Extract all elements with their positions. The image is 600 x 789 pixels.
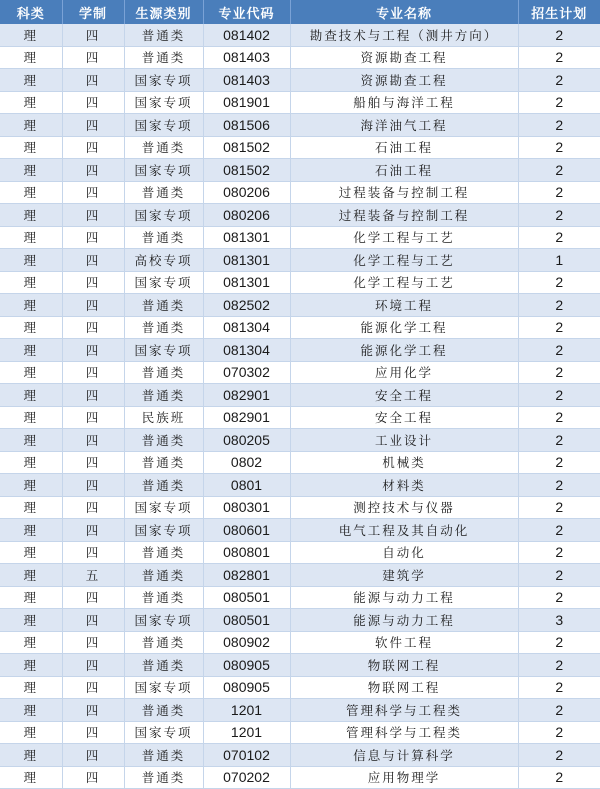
- cell-duration: 四: [62, 339, 124, 362]
- cell-major-name: 管理科学与工程类: [290, 721, 518, 744]
- cell-enrollment-plan: 3: [518, 609, 600, 632]
- cell-student-source: 高校专项: [124, 249, 203, 272]
- cell-student-source: 民族班: [124, 406, 203, 429]
- cell-student-source: 普通类: [124, 181, 203, 204]
- cell-major-code: 081301: [203, 271, 290, 294]
- cell-student-source: 国家专项: [124, 721, 203, 744]
- cell-duration: 四: [62, 24, 124, 46]
- cell-subject-category: 理: [0, 586, 62, 609]
- cell-enrollment-plan: 2: [518, 406, 600, 429]
- table-row: [0, 249, 600, 272]
- cell-student-source: 国家专项: [124, 676, 203, 699]
- cell-student-source: 普通类: [124, 294, 203, 317]
- cell-duration: 四: [62, 249, 124, 272]
- cell-major-code: 080206: [203, 204, 290, 227]
- table-row: [0, 519, 600, 542]
- cell-duration: 四: [62, 541, 124, 564]
- cell-subject-category: 理: [0, 249, 62, 272]
- cell-major-name: 物联网工程: [290, 676, 518, 699]
- cell-major-code: 081502: [203, 136, 290, 159]
- cell-major-name: 过程装备与控制工程: [290, 181, 518, 204]
- cell-duration: 四: [62, 676, 124, 699]
- table-row: [0, 699, 600, 722]
- cell-major-code: 080801: [203, 541, 290, 564]
- cell-major-code: 081402: [203, 24, 290, 46]
- cell-enrollment-plan: 2: [518, 114, 600, 137]
- cell-major-code: 082901: [203, 406, 290, 429]
- cell-subject-category: 理: [0, 181, 62, 204]
- cell-duration: 四: [62, 316, 124, 339]
- cell-subject-category: 理: [0, 294, 62, 317]
- cell-enrollment-plan: 2: [518, 294, 600, 317]
- cell-major-name: 软件工程: [290, 631, 518, 654]
- cell-major-code: 070102: [203, 744, 290, 767]
- cell-major-name: 能源化学工程: [290, 339, 518, 362]
- table-row: [0, 676, 600, 699]
- cell-subject-category: 理: [0, 226, 62, 249]
- cell-student-source: 普通类: [124, 429, 203, 452]
- cell-duration: 四: [62, 271, 124, 294]
- cell-enrollment-plan: 2: [518, 316, 600, 339]
- cell-student-source: 普通类: [124, 384, 203, 407]
- cell-student-source: 普通类: [124, 136, 203, 159]
- cell-student-source: 普通类: [124, 541, 203, 564]
- cell-duration: 四: [62, 294, 124, 317]
- cell-subject-category: 理: [0, 654, 62, 677]
- cell-student-source: 普通类: [124, 766, 203, 789]
- cell-major-name: 信息与计算科学: [290, 744, 518, 767]
- cell-subject-category: 理: [0, 474, 62, 497]
- cell-enrollment-plan: 2: [518, 654, 600, 677]
- cell-major-name: 环境工程: [290, 294, 518, 317]
- cell-major-name: 能源与动力工程: [290, 609, 518, 632]
- cell-major-name: 石油工程: [290, 159, 518, 182]
- cell-duration: 四: [62, 631, 124, 654]
- table-row: [0, 271, 600, 294]
- cell-duration: 四: [62, 361, 124, 384]
- cell-major-code: 082901: [203, 384, 290, 407]
- cell-student-source: 普通类: [124, 361, 203, 384]
- cell-duration: 四: [62, 406, 124, 429]
- table-body: [0, 24, 600, 789]
- cell-major-code: 082502: [203, 294, 290, 317]
- table-row: [0, 204, 600, 227]
- cell-subject-category: 理: [0, 69, 62, 92]
- cell-subject-category: 理: [0, 609, 62, 632]
- table-row: [0, 91, 600, 114]
- table-row: [0, 46, 600, 69]
- cell-duration: 四: [62, 586, 124, 609]
- cell-subject-category: 理: [0, 316, 62, 339]
- cell-major-code: 080205: [203, 429, 290, 452]
- cell-major-name: 机械类: [290, 451, 518, 474]
- cell-major-code: 080601: [203, 519, 290, 542]
- cell-major-name: 工业设计: [290, 429, 518, 452]
- table-row: [0, 451, 600, 474]
- table-row: [0, 406, 600, 429]
- cell-subject-category: 理: [0, 564, 62, 587]
- cell-major-name: 自动化: [290, 541, 518, 564]
- cell-enrollment-plan: 2: [518, 181, 600, 204]
- cell-student-source: 国家专项: [124, 609, 203, 632]
- cell-student-source: 普通类: [124, 474, 203, 497]
- cell-subject-category: 理: [0, 361, 62, 384]
- cell-major-code: 080905: [203, 654, 290, 677]
- table-row: [0, 564, 600, 587]
- header-row: [0, 0, 600, 24]
- cell-subject-category: 理: [0, 406, 62, 429]
- cell-student-source: 普通类: [124, 24, 203, 46]
- table-row: [0, 609, 600, 632]
- cell-major-code: 081403: [203, 69, 290, 92]
- table-row: [0, 226, 600, 249]
- cell-major-code: 080301: [203, 496, 290, 519]
- cell-duration: 四: [62, 204, 124, 227]
- cell-enrollment-plan: 2: [518, 474, 600, 497]
- cell-duration: 四: [62, 496, 124, 519]
- cell-major-name: 船舶与海洋工程: [290, 91, 518, 114]
- cell-subject-category: 理: [0, 91, 62, 114]
- cell-subject-category: 理: [0, 744, 62, 767]
- cell-major-code: 081301: [203, 249, 290, 272]
- table-row: [0, 316, 600, 339]
- cell-major-name: 化学工程与工艺: [290, 249, 518, 272]
- cell-subject-category: 理: [0, 46, 62, 69]
- table-row: [0, 181, 600, 204]
- cell-subject-category: 理: [0, 204, 62, 227]
- cell-enrollment-plan: 2: [518, 721, 600, 744]
- cell-major-code: 1201: [203, 721, 290, 744]
- cell-enrollment-plan: 2: [518, 541, 600, 564]
- cell-subject-category: 理: [0, 384, 62, 407]
- cell-major-name: 化学工程与工艺: [290, 271, 518, 294]
- cell-subject-category: 理: [0, 519, 62, 542]
- cell-student-source: 国家专项: [124, 271, 203, 294]
- cell-subject-category: 理: [0, 541, 62, 564]
- cell-major-name: 电气工程及其自动化: [290, 519, 518, 542]
- cell-major-code: 081506: [203, 114, 290, 137]
- cell-enrollment-plan: 2: [518, 699, 600, 722]
- cell-duration: 四: [62, 519, 124, 542]
- table-row: [0, 69, 600, 92]
- cell-duration: 四: [62, 766, 124, 789]
- cell-enrollment-plan: 2: [518, 91, 600, 114]
- table-row: [0, 654, 600, 677]
- cell-student-source: 国家专项: [124, 204, 203, 227]
- cell-major-name: 石油工程: [290, 136, 518, 159]
- table-row: [0, 136, 600, 159]
- cell-student-source: 国家专项: [124, 69, 203, 92]
- header-enrollment-plan: 招生计划: [518, 0, 600, 24]
- cell-enrollment-plan: 2: [518, 766, 600, 789]
- cell-student-source: 国家专项: [124, 519, 203, 542]
- table-row: [0, 384, 600, 407]
- cell-major-code: 081304: [203, 316, 290, 339]
- table-row: [0, 744, 600, 767]
- table-row: [0, 159, 600, 182]
- cell-subject-category: 理: [0, 699, 62, 722]
- cell-duration: 四: [62, 136, 124, 159]
- cell-enrollment-plan: 2: [518, 361, 600, 384]
- cell-duration: 四: [62, 609, 124, 632]
- cell-enrollment-plan: 2: [518, 564, 600, 587]
- header-major-code: 专业代码: [203, 0, 290, 24]
- cell-major-name: 能源化学工程: [290, 316, 518, 339]
- header-subject-category: 科类: [0, 0, 62, 24]
- cell-major-name: 勘查技术与工程（测井方向）: [290, 24, 518, 46]
- cell-student-source: 普通类: [124, 699, 203, 722]
- cell-major-code: 080501: [203, 609, 290, 632]
- cell-duration: 四: [62, 474, 124, 497]
- cell-major-code: 0802: [203, 451, 290, 474]
- cell-student-source: 普通类: [124, 226, 203, 249]
- cell-subject-category: 理: [0, 496, 62, 519]
- cell-enrollment-plan: 2: [518, 676, 600, 699]
- header-student-source: 生源类别: [124, 0, 203, 24]
- cell-enrollment-plan: 2: [518, 496, 600, 519]
- table-header: [0, 0, 600, 24]
- table-row: [0, 114, 600, 137]
- cell-major-code: 1201: [203, 699, 290, 722]
- cell-subject-category: 理: [0, 631, 62, 654]
- cell-enrollment-plan: 2: [518, 226, 600, 249]
- table-row: [0, 429, 600, 452]
- cell-major-code: 081901: [203, 91, 290, 114]
- cell-enrollment-plan: 2: [518, 586, 600, 609]
- cell-major-code: 0801: [203, 474, 290, 497]
- cell-duration: 四: [62, 721, 124, 744]
- cell-major-code: 082801: [203, 564, 290, 587]
- cell-major-name: 材料类: [290, 474, 518, 497]
- cell-subject-category: 理: [0, 24, 62, 46]
- cell-subject-category: 理: [0, 159, 62, 182]
- header-major-name: 专业名称: [290, 0, 518, 24]
- cell-major-name: 管理科学与工程类: [290, 699, 518, 722]
- cell-major-code: 070202: [203, 766, 290, 789]
- cell-enrollment-plan: 2: [518, 24, 600, 46]
- cell-enrollment-plan: 2: [518, 384, 600, 407]
- cell-enrollment-plan: 2: [518, 69, 600, 92]
- cell-enrollment-plan: 2: [518, 159, 600, 182]
- cell-enrollment-plan: 2: [518, 519, 600, 542]
- cell-student-source: 普通类: [124, 564, 203, 587]
- cell-student-source: 国家专项: [124, 114, 203, 137]
- cell-duration: 四: [62, 181, 124, 204]
- cell-duration: 四: [62, 744, 124, 767]
- header-duration: 学制: [62, 0, 124, 24]
- cell-major-code: 081502: [203, 159, 290, 182]
- cell-enrollment-plan: 2: [518, 339, 600, 362]
- cell-duration: 四: [62, 226, 124, 249]
- cell-major-name: 能源与动力工程: [290, 586, 518, 609]
- cell-enrollment-plan: 2: [518, 204, 600, 227]
- table-row: [0, 541, 600, 564]
- cell-enrollment-plan: 1: [518, 249, 600, 272]
- cell-enrollment-plan: 2: [518, 46, 600, 69]
- cell-student-source: 国家专项: [124, 159, 203, 182]
- cell-major-name: 安全工程: [290, 384, 518, 407]
- table-row: [0, 766, 600, 789]
- cell-major-name: 应用化学: [290, 361, 518, 384]
- cell-subject-category: 理: [0, 136, 62, 159]
- cell-duration: 四: [62, 69, 124, 92]
- cell-major-code: 080902: [203, 631, 290, 654]
- cell-major-name: 建筑学: [290, 564, 518, 587]
- cell-student-source: 国家专项: [124, 91, 203, 114]
- cell-subject-category: 理: [0, 721, 62, 744]
- cell-major-code: 081304: [203, 339, 290, 362]
- table-row: [0, 294, 600, 317]
- cell-enrollment-plan: 2: [518, 744, 600, 767]
- cell-major-code: 080905: [203, 676, 290, 699]
- cell-student-source: 普通类: [124, 654, 203, 677]
- cell-subject-category: 理: [0, 676, 62, 699]
- table-row: [0, 339, 600, 362]
- cell-duration: 四: [62, 451, 124, 474]
- cell-duration: 四: [62, 46, 124, 69]
- cell-major-name: 资源勘查工程: [290, 69, 518, 92]
- cell-duration: 四: [62, 159, 124, 182]
- cell-student-source: 普通类: [124, 46, 203, 69]
- cell-major-name: 测控技术与仪器: [290, 496, 518, 519]
- cell-major-code: 070302: [203, 361, 290, 384]
- cell-major-code: 080206: [203, 181, 290, 204]
- cell-major-code: 081403: [203, 46, 290, 69]
- cell-major-name: 安全工程: [290, 406, 518, 429]
- cell-enrollment-plan: 2: [518, 136, 600, 159]
- cell-subject-category: 理: [0, 451, 62, 474]
- cell-enrollment-plan: 2: [518, 631, 600, 654]
- cell-duration: 四: [62, 699, 124, 722]
- table-row: [0, 361, 600, 384]
- cell-major-name: 应用物理学: [290, 766, 518, 789]
- cell-major-name: 海洋油气工程: [290, 114, 518, 137]
- cell-subject-category: 理: [0, 429, 62, 452]
- table-row: [0, 721, 600, 744]
- cell-student-source: 普通类: [124, 586, 203, 609]
- cell-subject-category: 理: [0, 271, 62, 294]
- cell-student-source: 普通类: [124, 744, 203, 767]
- cell-duration: 四: [62, 384, 124, 407]
- cell-student-source: 国家专项: [124, 496, 203, 519]
- table-row: [0, 24, 600, 46]
- cell-duration: 四: [62, 114, 124, 137]
- cell-major-name: 物联网工程: [290, 654, 518, 677]
- table-row: [0, 474, 600, 497]
- table-row: [0, 586, 600, 609]
- cell-duration: 四: [62, 429, 124, 452]
- cell-major-name: 资源勘查工程: [290, 46, 518, 69]
- cell-duration: 四: [62, 91, 124, 114]
- cell-major-code: 080501: [203, 586, 290, 609]
- cell-student-source: 国家专项: [124, 339, 203, 362]
- cell-student-source: 普通类: [124, 451, 203, 474]
- cell-enrollment-plan: 2: [518, 429, 600, 452]
- cell-duration: 五: [62, 564, 124, 587]
- cell-student-source: 普通类: [124, 316, 203, 339]
- table-row: [0, 496, 600, 519]
- cell-subject-category: 理: [0, 114, 62, 137]
- cell-major-name: 化学工程与工艺: [290, 226, 518, 249]
- cell-subject-category: 理: [0, 766, 62, 789]
- cell-major-code: 081301: [203, 226, 290, 249]
- cell-major-name: 过程装备与控制工程: [290, 204, 518, 227]
- cell-enrollment-plan: 2: [518, 271, 600, 294]
- cell-duration: 四: [62, 654, 124, 677]
- table-row: [0, 631, 600, 654]
- cell-student-source: 普通类: [124, 631, 203, 654]
- cell-enrollment-plan: 2: [518, 451, 600, 474]
- cell-subject-category: 理: [0, 339, 62, 362]
